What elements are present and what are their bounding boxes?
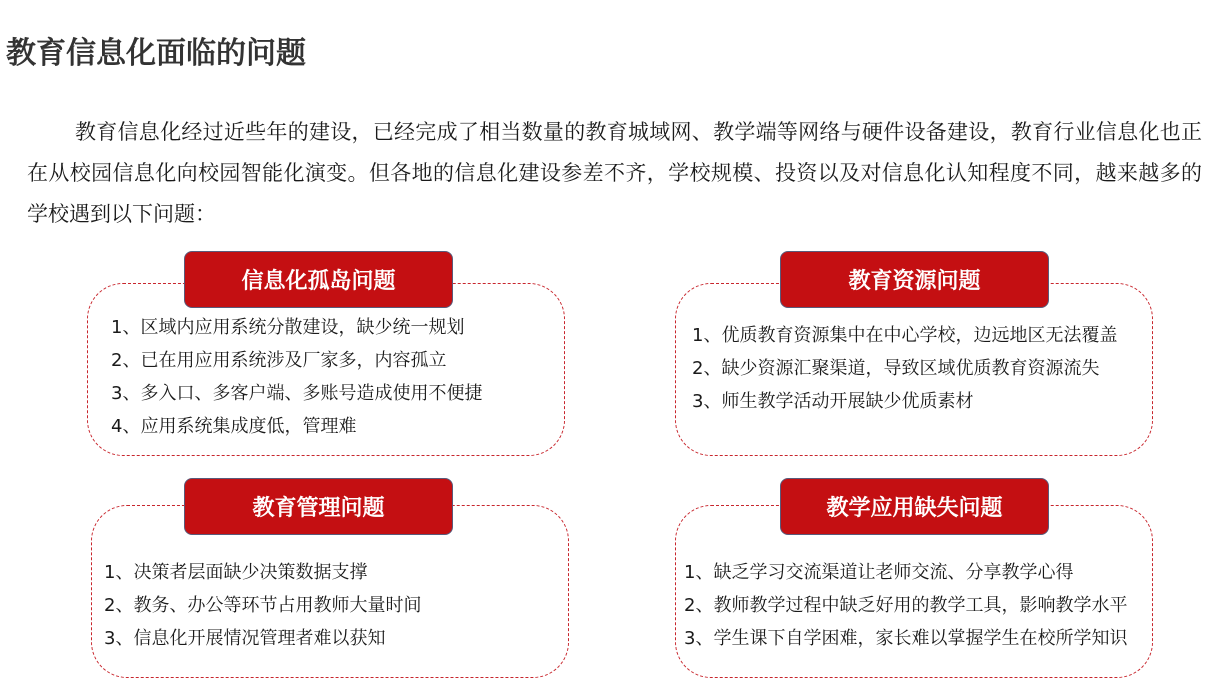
card-management-list: [104, 556, 421, 655]
list-item: 2、教师教学过程中缺乏好用的教学工具，影响教学水平: [684, 595, 1128, 616]
card-isolation-list: [111, 311, 482, 443]
list-item: 1、决策者层面缺少决策数据支撑: [104, 562, 368, 583]
list-item: 4、应用系统集成度低，管理难: [111, 416, 357, 437]
list-item: 2、已在用应用系统涉及厂家多，内容孤立: [111, 350, 447, 371]
list-item: 3、多入口、多客户端、多账号造成使用不便捷: [111, 383, 483, 404]
list-item: 1、区域内应用系统分散建设，缺少统一规划: [111, 317, 465, 338]
list-item: 3、学生课下自学困难，家长难以掌握学生在校所学知识: [684, 628, 1128, 649]
list-item: 1、缺乏学习交流渠道让老师交流、分享教学心得: [684, 562, 1074, 583]
card-teaching-heading: 教学应用缺失问题: [780, 478, 1049, 535]
card-resources-list: [692, 319, 1117, 418]
list-item: 3、信息化开展情况管理者难以获知: [104, 628, 386, 649]
list-item: 3、师生教学活动开展缺少优质素材: [692, 391, 974, 412]
card-isolation-heading: 信息化孤岛问题: [184, 251, 453, 308]
page-title: 教育信息化面临的问题: [6, 36, 306, 71]
list-item: 2、教务、办公等环节占用教师大量时间: [104, 595, 422, 616]
intro-paragraph: 教育信息化经过近些年的建设，已经完成了相当数量的教育城域网、教学端等网络与硬件设备建设，教育行业信息化也正在从校园信息化向校园智能化演变。但各地的信息化建设参差不齐，学校规模、投资以及对信息化认知程度不同，越来越多的学校遇到以下问题：: [27, 120, 1202, 226]
card-teaching-list: [684, 556, 1127, 655]
card-management-heading: 教育管理问题: [184, 478, 453, 535]
card-resources-heading: 教育资源问题: [780, 251, 1049, 308]
list-item: 2、缺少资源汇聚渠道，导致区域优质教育资源流失: [692, 358, 1100, 379]
list-item: 1、优质教育资源集中在中心学校，边远地区无法覆盖: [692, 325, 1118, 346]
